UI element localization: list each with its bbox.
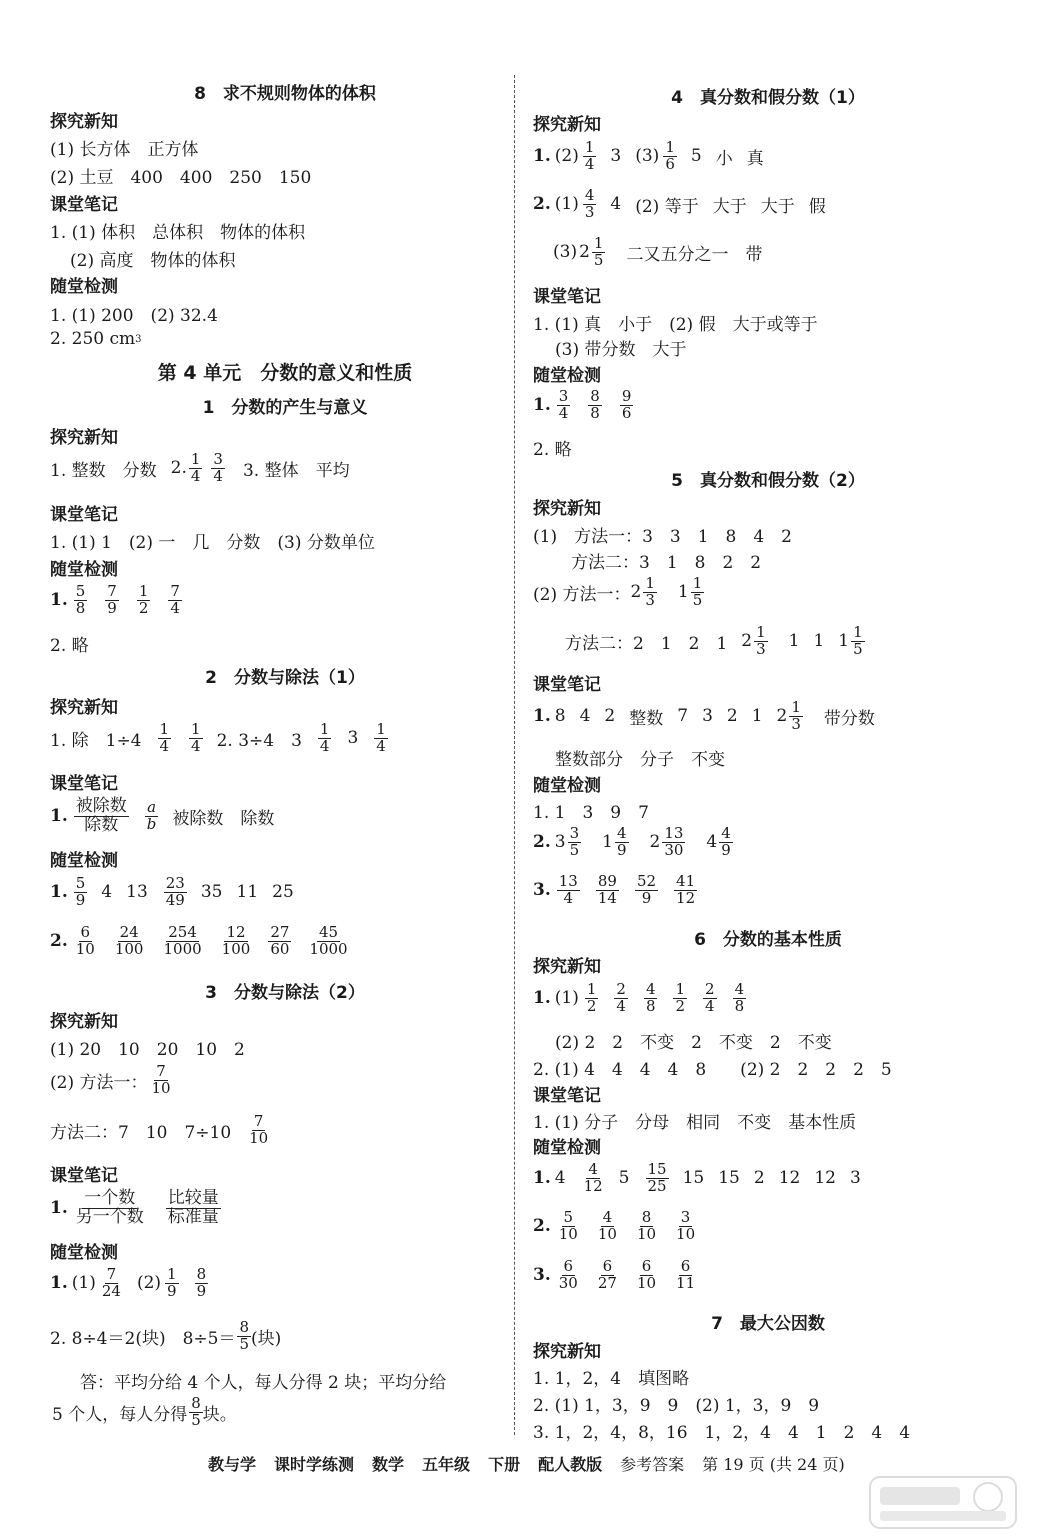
answer-line: (2) 2 2 不变 2 不变 2 不变 (555, 1033, 832, 1053)
answer-line: 3. 13 4 89 14 52 9 41 12 (533, 872, 696, 907)
answer-line: (2) 方法一： 2 1 3 1 1 5 (533, 574, 703, 609)
answer-line: 1. (1) 1 2 2 4 4 8 1 2 2 4 4 8 (533, 980, 745, 1015)
answer-line: 1. 除 1÷4 1 4 1 4 2. 3÷4 3 1 4 3 1 4 (50, 720, 386, 755)
answer-line: 方法二：2 1 2 1 2 1 3 1 1 1 1 5 (565, 623, 863, 658)
subheading: 探究新知 (50, 1012, 118, 1032)
answer-line: (1) 方法一：3 3 1 8 4 2 (533, 527, 792, 547)
section-title: 6 分数的基本性质 (694, 930, 842, 950)
column-divider (514, 75, 515, 1435)
watermark-logo (868, 1475, 1018, 1530)
subheading: 探究新知 (50, 428, 118, 448)
section-title: 1 分数的产生与意义 (202, 398, 368, 418)
answer-line: 1. (1) 1 (2) 一 几 分数 (3) 分数单位 (50, 533, 375, 553)
subheading: 随堂检测 (50, 1243, 118, 1263)
answer-line: 1. (1) 7 24 (2) 1 9 8 9 (50, 1265, 207, 1300)
answer-line: 2. 5 10 4 10 8 10 3 10 (533, 1208, 696, 1243)
footer-book: 教与学 (208, 1455, 257, 1474)
subheading: 随堂检测 (50, 851, 118, 871)
answer-line: (2) 土豆 400 400 250 150 (50, 168, 312, 188)
subheading: 探究新知 (533, 1342, 601, 1362)
footer-series: 课时学练测 (274, 1455, 355, 1474)
subheading: 课堂笔记 (50, 774, 118, 794)
answer-line: 1. (1) 200 (2) 32.4 (50, 306, 218, 326)
section-title: 5 真分数和假分数（2） (671, 471, 865, 491)
subheading: 探究新知 (50, 698, 118, 718)
page-footer (208, 1452, 845, 1475)
answer-line: 3. 6 30 6 27 6 10 6 11 (533, 1257, 696, 1292)
answer-line: (3) 2 1 5 二又五分之一 带 (553, 234, 763, 269)
answer-line: 2. 略 (50, 636, 89, 656)
answer-line: 1. 4 4 12 5 15 25 15 15 2 12 12 3 (533, 1160, 861, 1195)
section-title: 7 最大公因数 (711, 1314, 825, 1334)
answer-line: 方法二：7 10 7÷10 7 10 (50, 1112, 269, 1147)
footer-page-number: 第 19 页 (共 24 页) (702, 1455, 845, 1474)
answer-line: 1. 3 4 8 8 9 6 (533, 387, 632, 422)
footer-edition: 配人教版 (538, 1455, 603, 1474)
subheading: 探究新知 (533, 957, 601, 977)
answer-line: 1. (1) 真 小于 (2) 假 大于或等于 (533, 315, 818, 335)
subheading: 课堂笔记 (533, 675, 601, 695)
answer-line: 1. 1，2，4 填图略 (533, 1369, 690, 1389)
subheading: 课堂笔记 (50, 195, 118, 215)
answer-line: 1. (2) 1 4 3 (3) 1 6 5 小 真 (533, 138, 764, 173)
answer-line: 2. 250 cm 3 (50, 329, 142, 349)
answer-line: 5 个人，每人分得 8 5 块。 (52, 1394, 237, 1429)
answer-line: (1) 20 10 20 10 2 (50, 1040, 245, 1060)
subheading: 探究新知 (50, 112, 118, 132)
subheading: 随堂检测 (50, 560, 118, 580)
answer-line: 整数部分 分子 不变 (555, 750, 725, 770)
footer-label: 参考答案 (620, 1455, 685, 1474)
answer-line: 2. 略 (533, 440, 572, 460)
answer-line: (2) 方法一： 7 10 (50, 1062, 171, 1097)
footer-volume: 下册 (488, 1455, 521, 1474)
subheading: 随堂检测 (533, 366, 601, 386)
answer-line: (3) 带分数 大于 (555, 340, 687, 360)
answer-line: 2. (1) 4 3 4 (2) 等于 大于 大于 假 (533, 186, 826, 221)
subheading: 探究新知 (533, 115, 601, 135)
answer-line: 答：平均分给 4 个人，每人分得 2 块；平均分给 (80, 1373, 447, 1393)
section-title: 8 求不规则物体的体积 (194, 84, 376, 104)
answer-line: 1. 8 4 2 整数 7 3 2 1 2 1 3 带分数 (533, 698, 875, 733)
answer-line: 1. (1) 分子 分母 相同 不变 基本性质 (533, 1113, 857, 1133)
answer-line: 方法二：3 1 8 2 2 (571, 553, 762, 573)
subheading: 课堂笔记 (533, 287, 601, 307)
subheading: 随堂检测 (533, 776, 601, 796)
answer-line: 1. (1) 体积 总体积 物体的体积 (50, 223, 306, 243)
answer-line: 1. 被除数 除数 a b 被除数 除数 (50, 796, 275, 835)
subheading: 课堂笔记 (50, 505, 118, 525)
answer-line: 1. 5 9 4 13 23 49 35 11 25 (50, 874, 294, 909)
answer-line: 2. (1) 4 4 4 4 8 (2) 2 2 2 2 5 (533, 1060, 892, 1080)
answer-line: (1) 长方体 正方体 (50, 140, 199, 160)
subheading: 课堂笔记 (533, 1086, 601, 1106)
subheading: 随堂检测 (50, 277, 118, 297)
answer-line: (2) 高度 物体的体积 (70, 251, 236, 271)
answer-line: 1. 5 8 7 9 1 2 7 4 (50, 582, 180, 617)
answer-line: 2. 8÷4＝2(块) 8÷5＝ 8 5 (块) (50, 1318, 282, 1353)
section-title: 2 分数与除法（1） (205, 668, 365, 688)
answer-line: 2. 3 3 5 1 4 9 2 13 30 4 4 9 (533, 824, 731, 859)
answer-line: 2. (1) 1，3，9 9 (2) 1，3，9 9 (533, 1396, 820, 1416)
section-title: 4 真分数和假分数（1） (671, 88, 865, 108)
answer-line: 1. 一个数 另一个数 比较量 标准量 (50, 1188, 219, 1227)
footer-subject: 数学 (372, 1455, 405, 1474)
footer-grade: 五年级 (422, 1455, 471, 1474)
unit-title: 第 4 单元 分数的意义和性质 (157, 362, 413, 384)
section-title: 3 分数与除法（2） (205, 983, 365, 1003)
subheading: 课堂笔记 (50, 1166, 118, 1186)
answer-line: 1. 整数 分数 2. 1 4 3 4 3. 整体 平均 (50, 450, 350, 485)
answer-line: 3. 1，2，4，8，16 1，2，4 4 1 2 4 4 (533, 1423, 911, 1443)
answer-line: 2. 6 10 24 100 254 1000 12 100 27 60 45 1000 (50, 923, 348, 958)
subheading: 随堂检测 (533, 1138, 601, 1158)
subheading: 探究新知 (533, 499, 601, 519)
answer-line: 1. 1 3 9 7 (533, 803, 649, 823)
